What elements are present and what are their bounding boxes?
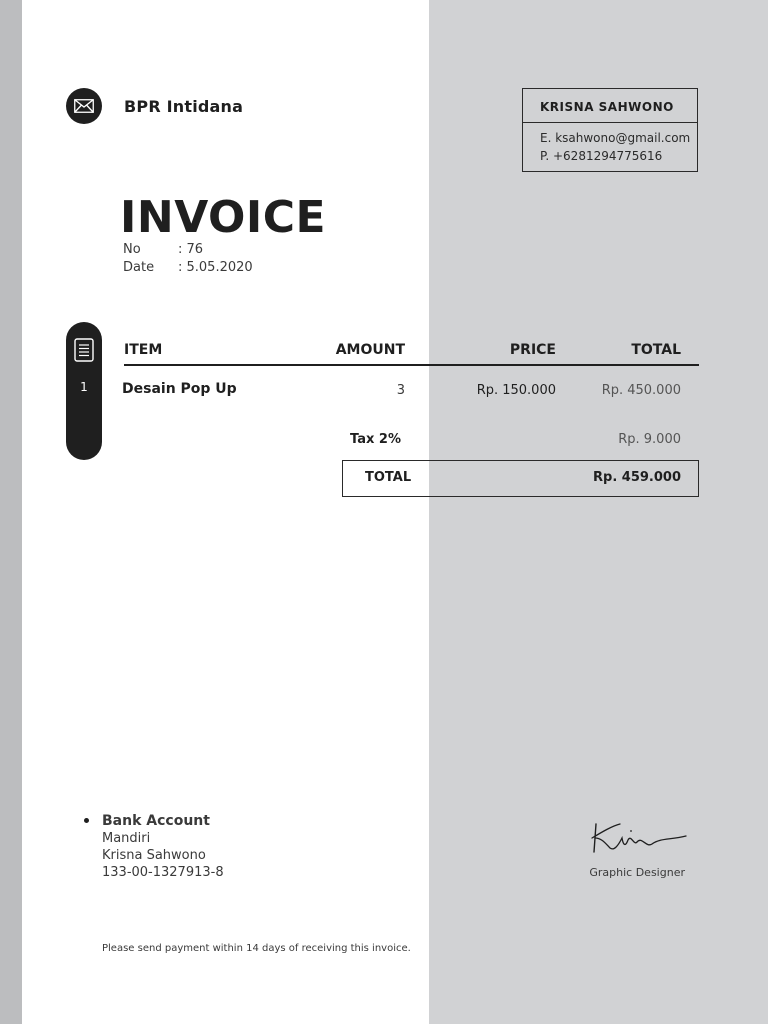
bank-name: Mandiri <box>102 831 151 846</box>
bank-account-number: 133-00-1327913-8 <box>102 865 224 880</box>
column-header-amount: AMOUNT <box>335 342 405 358</box>
handwritten-signature <box>590 818 690 858</box>
document-icon <box>74 338 94 362</box>
invoice-number-value: : 76 <box>178 242 204 257</box>
grand-total-value: Rp. 459.000 <box>593 470 681 485</box>
client-info-box <box>522 88 698 172</box>
client-phone: P. +6281294775616 <box>540 149 663 163</box>
bank-account-title: Bank Account <box>102 813 210 829</box>
left-margin-strip <box>0 0 22 1024</box>
company-logo <box>66 88 102 124</box>
tax-value: Rp. 9.000 <box>618 432 681 447</box>
grand-total-label: TOTAL <box>365 470 412 485</box>
row-amount: 3 <box>396 383 405 398</box>
signer-role: Graphic Designer <box>589 866 685 879</box>
invoice-date-value: : 5.05.2020 <box>178 260 253 275</box>
row-index: 1 <box>80 380 88 394</box>
company-name: BPR Intidana <box>124 97 244 116</box>
invoice-title: INVOICE <box>120 192 327 243</box>
tax-label: Tax 2% <box>350 432 401 447</box>
invoice-date-label: Date <box>123 260 155 275</box>
bank-bullet <box>84 818 89 823</box>
row-price: Rp. 150.000 <box>476 383 556 398</box>
column-header-price: PRICE <box>509 342 556 358</box>
client-email: E. ksahwono@gmail.com <box>540 131 691 145</box>
row-total: Rp. 450.000 <box>601 383 681 398</box>
row-item-name: Desain Pop Up <box>122 381 237 397</box>
table-side-marker <box>66 322 102 460</box>
invoice-number-label: No <box>123 242 141 257</box>
envelope-icon <box>74 99 94 113</box>
column-header-item: ITEM <box>124 342 163 358</box>
client-name: KRISNA SAHWONO <box>523 89 697 123</box>
bank-account-holder: Krisna Sahwono <box>102 848 206 863</box>
table-header-divider <box>124 364 699 366</box>
column-header-total: TOTAL <box>631 342 681 358</box>
payment-note: Please send payment within 14 days of receiving this invoice. <box>102 943 411 954</box>
